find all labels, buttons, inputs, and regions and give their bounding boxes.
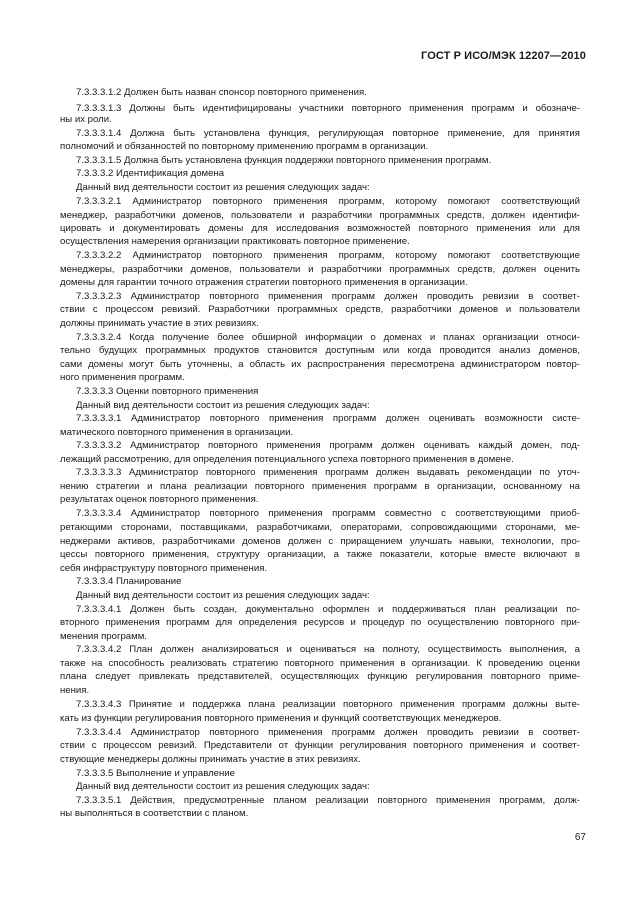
text-line: ны их роли.: [60, 114, 112, 125]
text-line: домены для гарантии точного отражения стратегии повторного применения в организации.: [60, 277, 468, 288]
text-line: осуществления намерения организации практиковать повторное применение.: [60, 236, 410, 247]
text-line: 7.3.3.3.4.3 Принятие и поддержка плана реализации повторного применения программ должны выте-: [76, 699, 580, 710]
text-line: тельно будущих программных продуктов становится доступным или когда проводится анализ доменов,: [60, 345, 580, 356]
text-line: 7.3.3.3.3.3 Администратор повторного применения программ должен выдавать рекомендации по уточ-: [76, 467, 580, 478]
text-line: менеджер, разработчики доменов, пользователи и разработчики программных средств, должен идентифи-: [60, 210, 580, 221]
text-line: Данный вид деятельности состоит из решения следующих задач:: [76, 182, 370, 193]
text-line: 7.3.3.3.4.2 План должен анализироваться и оцениваться на полноту, осуществимость выполнения, а: [76, 644, 580, 655]
text-line: 7.3.3.3.3.1 Администратор повторного применения программ должен оценивать возможности систе-: [76, 413, 580, 424]
text-line: сами домены могут быть уточнены, а область их распространения пересмотрена администратором повтор-: [60, 359, 580, 370]
text-line: 7.3.3.3.2.4 Когда получение более обширной информации о доменах и планах организации относи-: [76, 332, 580, 343]
text-line: менения программ.: [60, 631, 147, 642]
text-line: 7.3.3.3.3 Оценки повторного применения: [76, 386, 259, 397]
text-line: вторного применения программ для определения ресурсов и процедур по осуществлению повторного при-: [60, 617, 580, 628]
text-line: 7.3.3.3.1.2 Должен быть назван спонсор повторного применения.: [76, 87, 367, 98]
text-line: неджерами активов, разработчиками доменов должен с приращением улучшать навыки, технологии, про-: [60, 536, 580, 547]
text-line: 7.3.3.3.3.2 Администратор повторного применения программ должен оценивать каждый домен, под-: [76, 440, 580, 451]
text-line: нения.: [60, 685, 90, 696]
text-line: менеджеры, разработчики доменов, пользователи и разработчики программных средств, должен оценить: [60, 264, 580, 275]
text-line: 7.3.3.3.2.1 Администратор повторного применения программ, которому помогают соответствующий: [76, 196, 580, 207]
text-line: результатах оценок повторного применения.: [60, 494, 259, 505]
text-line: 7.3.3.3.1.5 Должна быть установлена функция поддержки повторного применения программ.: [76, 155, 492, 166]
text-line: плана следует привлекать представителей, осуществляющих функцию регулирования повторного приме-: [60, 671, 580, 682]
text-line: ного применения программ.: [60, 372, 185, 383]
text-line: цировать и документировать домены для исследования возможностей повторного применения или для: [60, 223, 580, 234]
text-line: 7.3.3.3.3.4 Администратор повторного применения программ совместно с соответствующими приоб-: [76, 508, 580, 519]
text-line: 7.3.3.3.1.3 Должны быть идентифицированы участники повторного применения программ и обозначе-: [76, 103, 580, 114]
text-line: Данный вид деятельности состоит из решения следующих задач:: [76, 400, 370, 411]
text-line: ствии с процессом ревизий. Представители от функции регулирования повторного применения и соответ-: [60, 740, 580, 751]
standard-header: ГОСТ Р ИСО/МЭК 12207—2010: [421, 50, 586, 62]
text-line: 7.3.3.3.2 Идентификация домена: [76, 168, 225, 179]
text-line: кать из функции регулирования повторного применения и функций соответствующих менеджеров.: [60, 713, 502, 724]
text-line: 7.3.3.3.1.4 Должна быть установлена функция, регулирующая повторное применение, для принятия: [76, 128, 580, 139]
text-line: цессы повторного применения, структуру организации, а также показатели, которые вместе включают в: [60, 549, 580, 560]
text-line: Данный вид деятельности состоит из решения следующих задач:: [76, 781, 370, 792]
page-number: 67: [574, 832, 586, 843]
text-line: должны принимать участие в этих ревизиях.: [60, 318, 259, 329]
text-line: матического повторного применения в организации.: [60, 427, 294, 438]
text-line: 7.3.3.3.4 Планирование: [76, 576, 182, 587]
text-line: 7.3.3.3.2.3 Администратор повторного применения программ должен проводить ревизии в соответ-: [76, 291, 580, 302]
text-line: ствующие менеджеры должны принимать участие в этих ревизиях.: [60, 754, 361, 765]
text-line: лежащий рассмотрению, для определения потенциального успеха повторного применения в домене.: [60, 454, 514, 465]
text-line: ретающими сторонами, поставщиками, разработчиками, операторами, сопровождающими сторонами, ме-: [60, 522, 580, 533]
text-line: полномочий и обязанностей по повторному применению программ в организации.: [60, 141, 429, 152]
text-line: также на способность реализовать стратегию повторного применения в организации. К проведению оценки: [60, 658, 580, 669]
text-line: нению стратегии и плана реализации повторного применения программ в организации, основанному на: [60, 481, 580, 492]
text-line: себя инфраструктуру повторного применения.: [60, 563, 268, 574]
text-line: 7.3.3.3.5 Выполнение и управление: [76, 768, 235, 779]
text-line: 7.3.3.3.4.4 Администратор повторного применения программ должен проводить ревизии в соответ-: [76, 727, 580, 738]
text-line: Данный вид деятельности состоит из решения следующих задач:: [76, 590, 370, 601]
text-line: 7.3.3.3.5.1 Действия, предусмотренные планом реализации повторного применения программ, долж-: [76, 795, 580, 806]
text-line: ствии с процессом ревизий. Разработчики программных средств, разработчики доменов и пользователи: [60, 304, 580, 315]
text-line: 7.3.3.3.2.2 Администратор повторного применения программ, которому помогают соответствующие: [76, 250, 580, 261]
text-line: ны выполняться в соответствии с планом.: [60, 808, 249, 819]
text-line: 7.3.3.3.4.1 Должен быть создан, документально оформлен и поддерживаться план реализации по-: [76, 604, 580, 615]
